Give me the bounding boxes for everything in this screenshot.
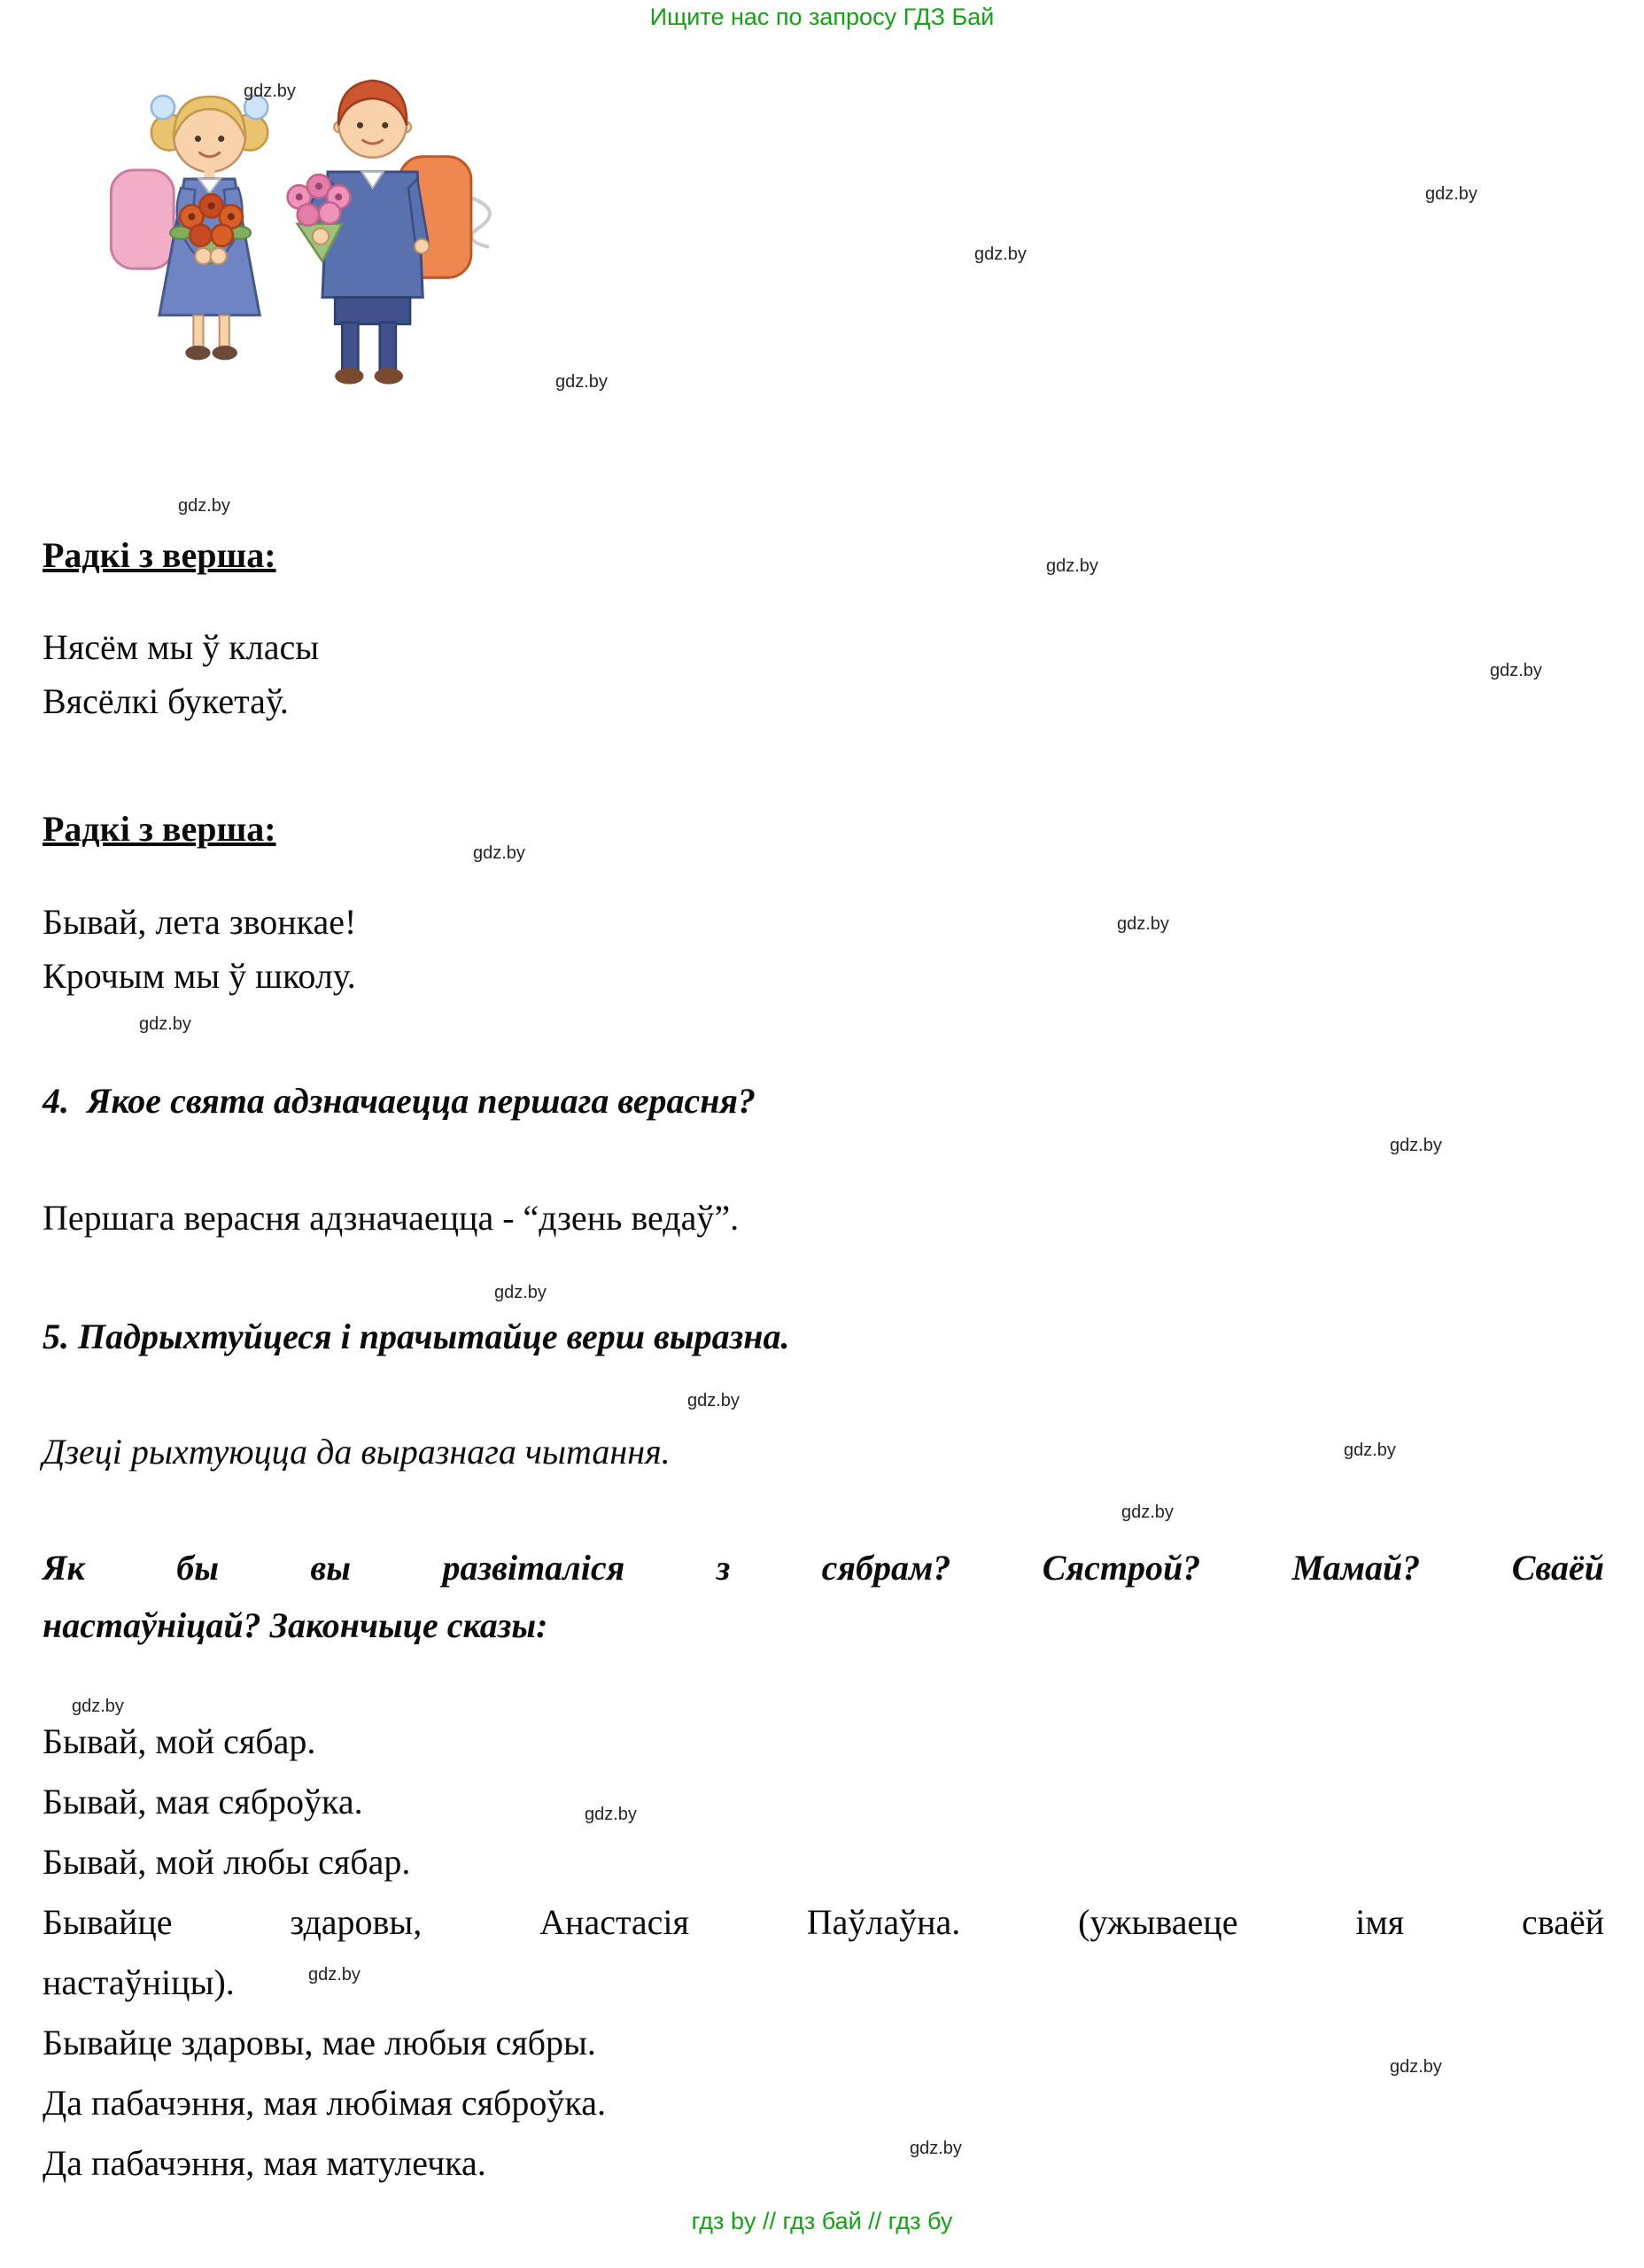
farewell-line: Бывай, мой сябар. xyxy=(43,1721,316,1761)
farewell-line: Да пабачэння, мая любімая сяброўка. xyxy=(43,2083,606,2123)
watermark: gdz.by xyxy=(910,2139,962,2158)
schoolboy-figure xyxy=(288,81,490,384)
farewell-line: Бывайце здаровы, мае любыя сябры. xyxy=(43,2023,596,2062)
promo-footer: гдз by // гдз бай // гдз бу xyxy=(691,2208,953,2234)
watermark: gdz.by xyxy=(1121,1503,1174,1522)
watermark: gdz.by xyxy=(178,496,230,516)
watermark: gdz.by xyxy=(687,1391,740,1410)
verse-1-line-2: Вясёлкі букетаў. xyxy=(43,681,289,721)
watermark: gdz.by xyxy=(494,1283,547,1302)
verse-heading-1: Радкі з верша: xyxy=(43,535,276,575)
watermark: gdz.by xyxy=(1344,1441,1396,1460)
schoolgirl-figure xyxy=(111,96,268,360)
watermark: gdz.by xyxy=(473,843,525,863)
farewell-line: настаўніцы). xyxy=(43,1962,235,2002)
farewell-line: Да пабачэння, мая матулечка. xyxy=(43,2143,486,2183)
verse-2 xyxy=(43,895,1604,1003)
promo-header: Ищите нас по запросу ГДЗ Бай xyxy=(649,4,995,30)
watermark: gdz.by xyxy=(1390,1136,1442,1155)
watermark: gdz.by xyxy=(585,1805,637,1824)
verse-2-line-2: Крочым мы ў школу. xyxy=(43,956,356,996)
watermark: gdz.by xyxy=(555,372,608,392)
schoolchildren-illustration xyxy=(84,51,562,454)
farewell-answers xyxy=(43,1712,1604,2194)
watermark: gdz.by xyxy=(1390,2057,1442,2077)
verse-1-line-1: Нясём мы ў класы xyxy=(43,627,320,667)
watermark: gdz.by xyxy=(974,245,1027,264)
question-5: 5. Падрыхтуйцеся і прачытайце верш выразна. xyxy=(43,1317,790,1356)
answer-5: Дзеці рыхтуюцца да выразнага чытання. xyxy=(43,1432,671,1472)
watermark: gdz.by xyxy=(72,1697,124,1716)
answer-4: Першага верасня адзначаецца - “дзень ведаў”. xyxy=(43,1198,740,1238)
watermark: gdz.by xyxy=(308,1965,361,1984)
watermark: gdz.by xyxy=(1490,661,1542,680)
farewell-line: Бывай, мая сяброўка. xyxy=(43,1782,363,1821)
verse-2-line-1: Бывай, лета звонкае! xyxy=(43,902,357,942)
farewell-prompt-line-1: Як бы вы развіталіся з сябрам? Сястрой? Мамай? Сваёй xyxy=(43,1548,1604,1588)
farewell-prompt-line-2: настаўніцай? Закончыце сказы: xyxy=(43,1605,548,1645)
watermark: gdz.by xyxy=(1425,184,1477,204)
watermark: gdz.by xyxy=(139,1014,191,1034)
question-4: 4. Якое свята адзначаецца першага верасня? xyxy=(43,1081,756,1121)
verse-heading-2: Радкі з верша: xyxy=(43,809,276,849)
farewell-line: Бывай, мой любы сябар. xyxy=(43,1842,411,1882)
farewell-line: Бывайце здаровы, Анастасія Паўлаўна. (ужываеце імя сваёй xyxy=(43,1902,1604,1942)
farewell-prompt xyxy=(43,1539,1604,1654)
watermark: gdz.by xyxy=(1117,914,1169,934)
verse-1 xyxy=(43,620,1604,728)
watermark: gdz.by xyxy=(1046,556,1098,576)
watermark: gdz.by xyxy=(244,82,296,101)
